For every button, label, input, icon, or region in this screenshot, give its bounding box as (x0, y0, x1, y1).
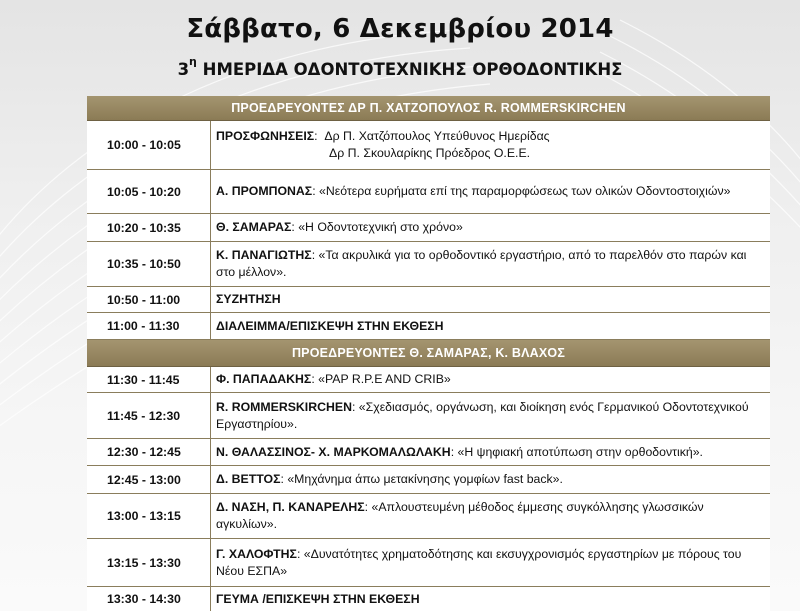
greeting-speaker-1: Δρ Π. Χατζόπουλος Υπεύθυνος Ημερίδας (324, 129, 550, 143)
schedule-row (87, 539, 770, 587)
talk-entry: Κ. ΠΑΝΑΓΙΩΤΗΣ: «Τα ακρυλικά για το ορθοδοντικό εργαστήριο, από το παρελθόν στο παρών και στο μέλλον». (216, 248, 747, 279)
talk-entry: Δ. ΝΑΣΗ, Π. ΚΑΝΑΡΕΛΗΣ: «Απλουστευμένη μέθοδος έμμεσης συγκόλλησης γλωσσικών αγκυλίων». (216, 500, 704, 531)
schedule-row (87, 170, 770, 214)
time-slot: 11:30 - 11:45 (107, 372, 180, 387)
talk-entry: Δ. ΒΕΤΤΟΣ: «Μηχάνημα άπω μετακίνησης γομφίων fast back». (216, 472, 563, 486)
talk-speaker: Δ. ΝΑΣΗ, Π. ΚΑΝΑΡΕΛΗΣ (216, 500, 365, 514)
talk-entry: Γ. ΧΑΛΟΦΤΗΣ: «Δυνατότητες χρηματοδότησης και εκσυγχρονισμός εργαστηρίων με πόρους του Νέου ΕΣΠΑ» (216, 546, 742, 578)
talk-title: «Μηχάνημα άπω μετακίνησης γομφίων fast back». (287, 472, 563, 486)
schedule-row (87, 214, 770, 242)
schedule-row (87, 287, 770, 313)
talk-speaker: Θ. ΣΑΜΑΡΑΣ (216, 220, 292, 234)
time-slot: 13:15 - 13:30 (107, 555, 181, 570)
schedule-row (87, 313, 770, 340)
time-slot: 12:45 - 13:00 (107, 472, 181, 487)
greeting-speaker-2: Δρ Π. Σκουλαρίκης Πρόεδρος Ο.Ε.Ε. (329, 146, 531, 160)
talk-speaker: Δ. ΒΕΤΤΟΣ (216, 472, 281, 486)
greetings-entry (216, 128, 766, 162)
event-subtitle (0, 55, 800, 82)
time-slot: 10:20 - 10:35 (107, 220, 181, 235)
talk-entry: Φ. ΠΑΠΑΔΑΚΗΣ: «PAP R.P.E AND CRIB» (216, 372, 451, 386)
break-entry: ΓΕΥΜΑ /ΕΠΙΣΚΕΨΗ ΣΤΗΝ ΕΚΘΕΣΗ (216, 591, 420, 606)
schedule-row (87, 121, 770, 170)
session-chair-band (87, 96, 770, 121)
time-slot: 11:00 - 11:30 (107, 319, 180, 333)
schedule-row (87, 367, 770, 393)
talk-title: «Δυνατότητες χρηματοδότησης και εκσυγχρονισμός εργαστηρίων με πόρους του Νέου ΕΣΠΑ» (216, 546, 742, 578)
event-date-title: Σάββατο, 6 Δεκεμβρίου 2014 (186, 14, 614, 44)
talk-entry: Θ. ΣΑΜΑΡΑΣ: «Η Οδοντοτεχνική στο χρόνο» (216, 220, 463, 234)
schedule-row (87, 587, 770, 611)
talk-title: «Η ψηφιακή αποτύπωση στην ορθοδοντική». (457, 444, 703, 459)
event-name: ΗΜΕΡΙΔΑ ΟΔΟΝΤΟΤΕΧΝΙΚΗΣ ΟΡΘΟΔΟΝΤΙΚΗΣ (202, 60, 623, 79)
talk-title: «Απλουστευμένη μέθοδος έμμεσης συγκόλλησης γλωσσικών αγκυλίων». (216, 500, 704, 531)
time-slot: 13:00 - 13:15 (107, 509, 181, 523)
session-chair-label: ΠΡΟΕΔΡΕΥΟΝΤΕΣ Θ. ΣΑΜΑΡΑΣ, Κ. ΒΛΑΧΟΣ (291, 346, 566, 360)
break-entry: ΣΥΖΗΤΗΣΗ (216, 292, 281, 306)
talk-speaker: R. ROMMERSKIRCHEN (216, 399, 352, 414)
talk-speaker: Ν. ΘΑΛΑΣΣΙΝΟΣ- Χ. ΜΑΡΚΟΜΑΛΩΛΑΚΗ (216, 444, 451, 459)
time-slot: 10:35 - 10:50 (107, 257, 181, 271)
greetings-line-1: ΠΡΟΣΦΩΝΗΣΕΙΣ: Δρ Π. Χατζόπουλος Υπεύθυνος Ημερίδας (216, 129, 550, 143)
event-ordinal-suffix: η (189, 55, 197, 68)
talk-title: «Τα ακρυλικά για το ορθοδοντικό εργαστήριο, από το παρελθόν στο παρών και στο μέλλον». (216, 248, 747, 279)
schedule-row (87, 466, 770, 494)
time-slot: 12:30 - 12:45 (107, 445, 181, 459)
time-slot: 11:45 - 12:30 (107, 408, 181, 423)
schedule-row (87, 393, 770, 439)
talk-entry: Ν. ΘΑΛΑΣΣΙΝΟΣ- Χ. ΜΑΡΚΟΜΑΛΩΛΑΚΗ: «Η ψηφιακή αποτύπωση στην ορθοδοντική». (216, 444, 703, 459)
time-slot: 10:50 - 11:00 (107, 292, 181, 307)
break-entry: ΔΙΑΛΕΙΜΜΑ/ΕΠΙΣΚΕΨΗ ΣΤΗΝ ΕΚΘΕΣΗ (216, 318, 444, 333)
talk-speaker: Κ. ΠΑΝΑΓΙΩΤΗΣ (216, 248, 312, 262)
talk-speaker: Φ. ΠΑΠΑΔΑΚΗΣ (216, 372, 312, 386)
talk-title: «PAP R.P.E AND CRIB» (318, 372, 451, 386)
talk-entry: Α. ΠΡΟΜΠΟΝΑΣ: «Νεότερα ευρήματα επί της παραμορφώσεως των ολικών Οδοντοστοιχιών» (216, 184, 731, 198)
talk-title: «Νεότερα ευρήματα επί της παραμορφώσεως των ολικών Οδοντοστοιχιών» (319, 184, 731, 198)
schedule-table (87, 96, 770, 611)
event-ordinal-number: 3 (177, 60, 190, 79)
session-chair-band (87, 340, 770, 367)
talk-entry: R. ROMMERSKIRCHEN: «Σχεδιασμός, οργάνωση, και διοίκηση ενός Γερμανικού Οδοντοτεχνικού Εργαστηρίου». (216, 399, 749, 431)
session-chair-label: ΠΡΟΕΔΡΕΥΟΝΤΕΣ ΔΡ Π. ΧΑΤΖΟΠΟΥΛΟΣ R. ROMMERSKIRCHEN (231, 101, 626, 115)
talk-title: «Σχεδιασμός, οργάνωση, και διοίκηση ενός Γερμανικού Οδοντοτεχνικού Εργαστηρίου». (216, 399, 749, 431)
greetings-label: ΠΡΟΣΦΩΝΗΣΕΙΣ (216, 129, 315, 143)
schedule-row (87, 494, 770, 539)
schedule-row (87, 242, 770, 287)
time-slot: 13:30 - 14:30 (107, 592, 181, 606)
talk-speaker: Γ. ΧΑΛΟΦΤΗΣ (216, 546, 297, 561)
talk-speaker: Α. ΠΡΟΜΠΟΝΑΣ (216, 184, 313, 198)
time-slot: 10:05 - 10:20 (107, 184, 181, 199)
schedule-row (87, 439, 770, 466)
time-slot: 10:00 - 10:05 (107, 138, 181, 152)
talk-title: «Η Οδοντοτεχνική στο χρόνο» (298, 220, 463, 234)
